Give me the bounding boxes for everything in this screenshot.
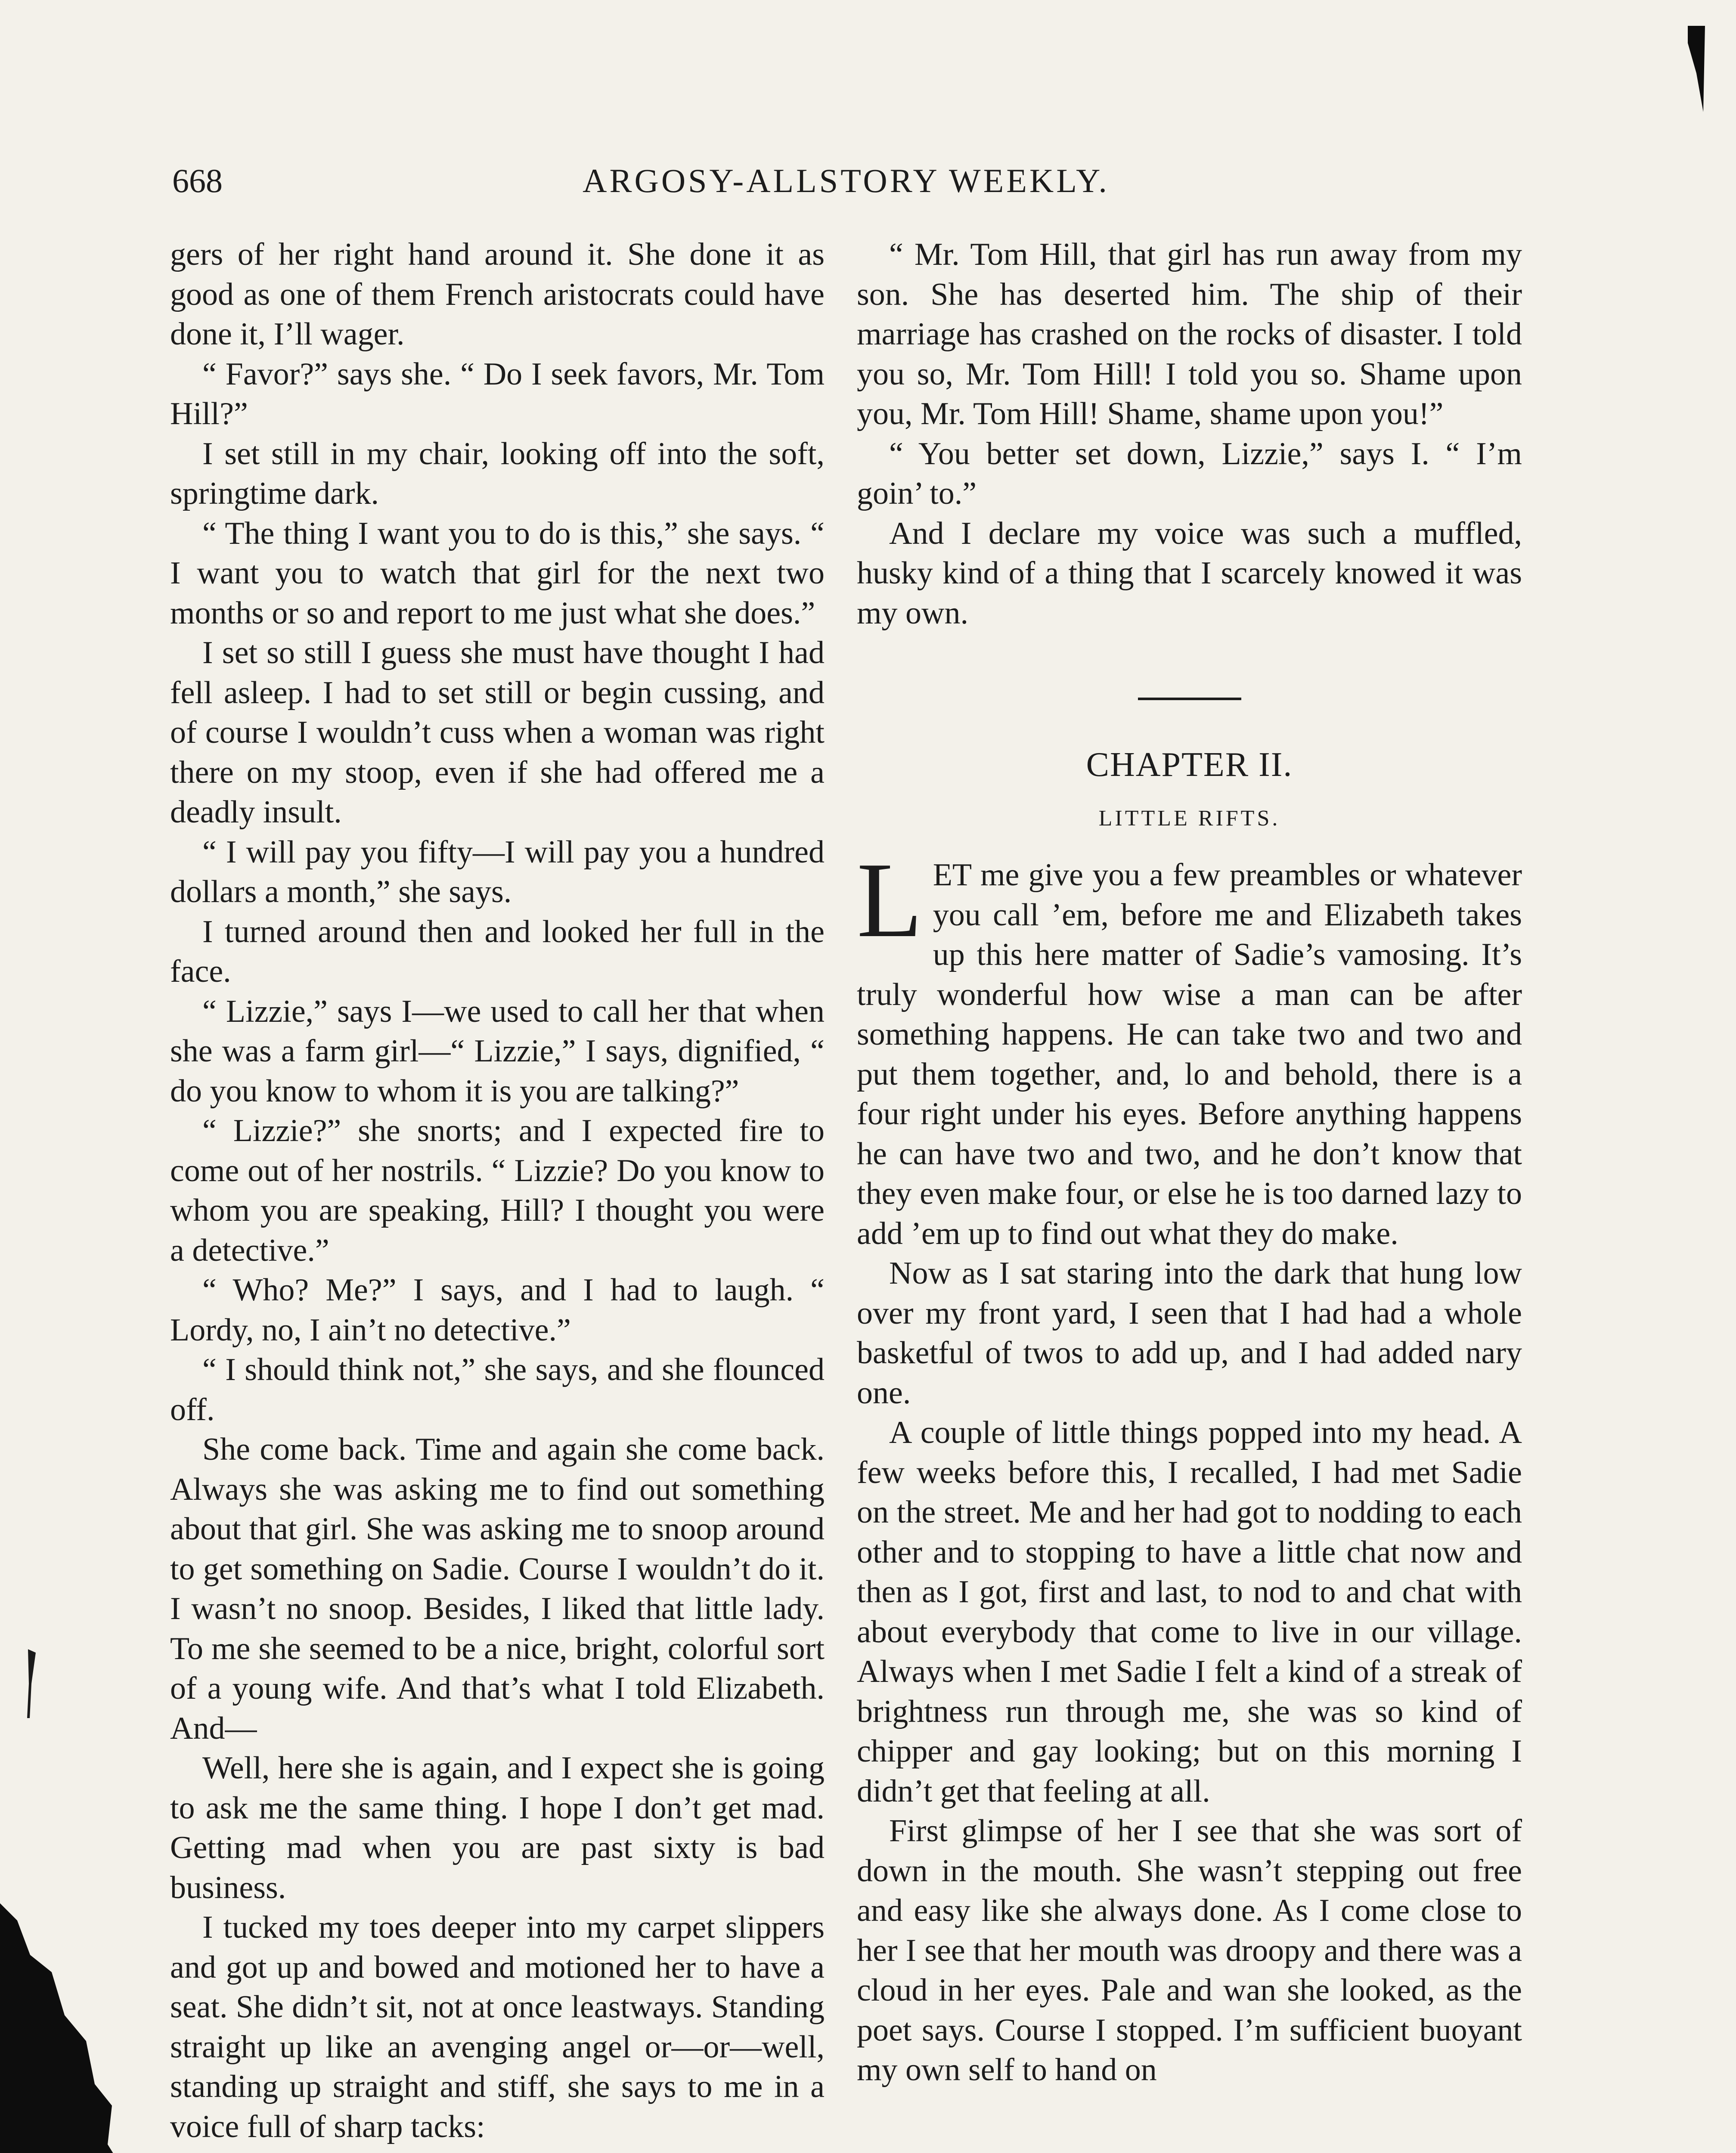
paragraph: “ Lizzie,” says I—we used to call her that when she was a farm girl—“ Lizzie,” I says, dignified, “ do you know to whom it is you are talking?” — [170, 993, 825, 1109]
running-title: ARGOSY-ALLSTORY WEEKLY. — [583, 162, 1110, 199]
paragraph: Now as I sat staring into the dark that hung low over my front yard, I seen that I had had a whole basketful of twos to add up, and I had added nary one. — [857, 1256, 1522, 1411]
paragraph: “ Favor?” says she. “ Do I seek favors, Mr. Tom Hill?” — [170, 356, 825, 431]
opening-paragraph — [857, 841, 1522, 1253]
paragraph: I turned around then and looked her full in the face. — [170, 914, 825, 989]
page-number: 668 — [172, 162, 223, 199]
paragraph: I set still in my chair, looking off into the soft, springtime dark. — [170, 436, 825, 511]
paragraph: gers of her right hand around it. She done it as good as one of them French aristocrats could have done it, I’ll wager. — [170, 237, 825, 352]
right-column — [857, 235, 1522, 2090]
running-head — [172, 159, 1520, 211]
paragraph: She come back. Time and again she come back. Always she was asking me to find out something about that girl. She was asking me to snoop around to get something on Sadie. Course I wouldn’t do it. I wasn’t no snoop. Besides, I liked that little lady. To me she seemed to be a nice, bright, colorful sort of a young wife. And that’s what I told Elizabeth. And— — [170, 1432, 825, 1746]
section-divider — [1138, 698, 1241, 700]
chapter-title: CHAPTER II. — [1086, 746, 1293, 784]
paragraph: “ The thing I want you to do is this,” she says. “ I want you to watch that girl for the next two months or so and report to me just what she does.” — [170, 515, 825, 631]
chapter-subtitle: LITTLE RIFTS. — [1098, 806, 1280, 831]
paragraph: “ I should think not,” she says, and she flounced off. — [170, 1352, 825, 1427]
corner-mark — [1688, 26, 1705, 112]
drop-cap: L — [857, 841, 923, 960]
paragraph: “ Who? Me?” I says, and I had to laugh. “ Lordy, no, I ain’t no detective.” — [170, 1272, 825, 1348]
paragraph: “ You better set down, Lizzie,” says I. “ I’m goin’ to.” — [857, 436, 1522, 511]
opening-paragraph-text: ET me give you a few preambles or whatever you call ’em, before me and Elizabeth takes up this here matter of Sadie’s vamosing. It’s truly wonderful how wise a man can be after something happens. He can take two and two and put them together, and, lo and behold, there is a four right under his eyes. Before anything happens he can have two and two, and he don’t know that they even make four, or else he is too darned lazy to add ’em up to find out what they do make. — [857, 857, 1522, 1251]
paragraph: I set so still I guess she must have thought I had fell asleep. I had to set still or begin cussing, and of course I wouldn’t cuss when a woman was right there on my stoop, even if she had offered me a deadly insult. — [170, 635, 825, 830]
paragraph: First glimpse of her I see that she was sort of down in the mouth. She wasn’t stepping out free and easy like she always done. As I come close to her I see that her mouth was droopy and there was a cloud in her eyes. Pale and wan she looked, as the poet says. Course I stopped. I’m sufficient buoyant my own self to hand on — [857, 1813, 1522, 2088]
margin-mark — [24, 1649, 37, 1718]
left-column — [170, 235, 825, 2147]
paragraph: And I declare my voice was such a muffled, husky kind of a thing that I scarcely knowed it was my own. — [857, 515, 1522, 631]
paragraph: “ Lizzie?” she snorts; and I expected fire to come out of her nostrils. “ Lizzie? Do you know to whom you are speaking, Hill? I thought you were a detective.” — [170, 1113, 825, 1268]
paragraph: A couple of little things popped into my head. A few weeks before this, I recalled, I had met Sadie on the street. Me and her had got to nodding to each other and to stopping to have a little chat now and then as I got, first and last, to nod to and chat with about everybody that come to live in our village. Always when I met Sadie I felt a kind of a streak of brightness run through me, she was so kind of chipper and gay looking; but on this morning I didn’t get that feeling at all. — [857, 1415, 1522, 1809]
paragraph: Well, here she is again, and I expect she is going to ask me the same thing. I hope I don’t get mad. Getting mad when you are past sixty is bad business. — [170, 1750, 825, 1905]
paragraph: “ I will pay you fifty—I will pay you a hundred dollars a month,” she says. — [170, 834, 825, 909]
torn-edge — [0, 1903, 142, 2153]
paragraph: “ Mr. Tom Hill, that girl has run away from my son. She has deserted him. The ship of their marriage has crashed on the rocks of disaster. I told you so, Mr. Tom Hill! I told you so. Shame upon you, Mr. Tom Hill! Shame, shame upon you!” — [857, 237, 1522, 431]
paragraph: I tucked my toes deeper into my carpet slippers and got up and bowed and motioned her to have a seat. She didn’t sit, not at once leastways. Standing straight up like an avenging angel or—or—well, standing up straight and stiff, she says to me in a voice full of sharp tacks: — [170, 1910, 825, 2144]
